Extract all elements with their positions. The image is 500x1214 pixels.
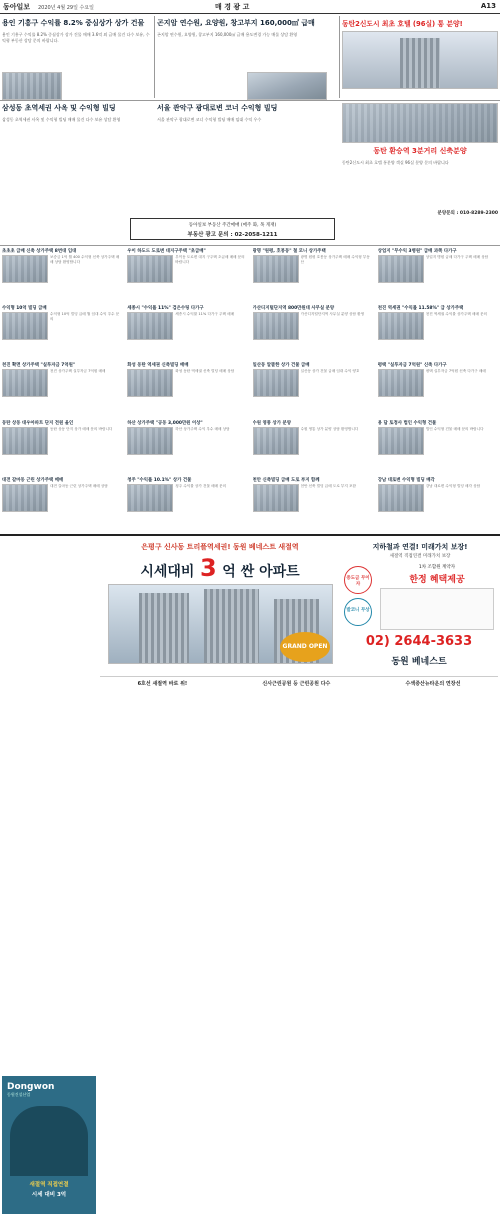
listing-title: 가산디지털단지역 800만원대 사무실 분양: [252, 306, 335, 312]
listing-photo: [378, 427, 424, 455]
listing-cell: [378, 477, 498, 532]
listing-text: 광명 원평 호봉동 상가주택 매매 수익형 부동산: [300, 255, 370, 264]
apartment-ad: [0, 534, 500, 1198]
listing-title: 수익형 10억 빌딩 급매: [2, 306, 47, 312]
listing-title: 용 담 토정사 법인 수익형 건물: [377, 420, 437, 426]
listing-text: 수익형 10억 빌딩 급매 월 임대 수익 우수 문의: [50, 312, 120, 321]
listing-title: 초초초 급매 신축 상가주택 8번대 임대: [2, 249, 77, 254]
banner-line2: 부동산 광고 문의 : 02-2058-1211: [187, 232, 278, 238]
developer-logo: 동원 베네스트: [391, 657, 447, 667]
listing-photo: [253, 255, 299, 283]
listing-cell: [2, 477, 122, 532]
listing-photo: [2, 312, 48, 340]
listing-title: 일산동 알뜰한 상가 건물 급매: [252, 363, 310, 369]
listings-grid: [2, 248, 498, 532]
listing-photo: [127, 255, 173, 283]
ad-title: 서울 관악구 광대로변 코너 수익형 빌딩: [157, 104, 278, 112]
special-benefit: 한정 혜택제공: [409, 575, 465, 585]
footer-1: 6호선 새절역 바로 위!: [137, 681, 188, 687]
listing-cell: [127, 362, 247, 417]
listing-text: 동탄 상동 단지 상가 매매 문의 바랍니다: [50, 426, 113, 431]
listing-cell: [2, 420, 122, 475]
ad-title: 삼성동 초역세권 사옥 및 수익형 빌딩: [2, 104, 116, 112]
listing-text: 보증금 1억 월 400 수익형 신축 상가주택 매매 상담 환영합니다: [50, 255, 120, 264]
listing-photo: [253, 427, 299, 455]
listing-text: 수원 영통 상가 분양 상담 환영합니다: [300, 426, 359, 431]
listing-title: 수원 영통 상가 분양: [252, 420, 292, 426]
listing-photo: [127, 427, 173, 455]
listing-photo: [2, 369, 48, 397]
banner-line1: 동아일보 부동산 주간매매 (매주 화, 목 게재): [188, 223, 277, 228]
top-ad-1: [2, 18, 152, 98]
newspaper-logo: 동아일보: [3, 3, 31, 11]
listing-photo: [2, 255, 48, 283]
listing-title: 천진 역세권 "수익률 11.58%" 급 상가주택: [377, 306, 464, 312]
contact-phone: 02) 2644-3633: [365, 634, 473, 649]
big-pre: 시세대비: [140, 564, 195, 580]
listing-photo: [127, 369, 173, 397]
listing-cell: [253, 248, 373, 303]
listing-photo: [253, 484, 299, 512]
listing-text: 화성 동탄 역세권 신축 빌딩 매매 상담: [175, 369, 235, 374]
mid-ad-1: [2, 103, 152, 218]
listing-title: 강남 대로변 수익형 빌딩 매각: [377, 477, 435, 483]
listing-cell: [378, 248, 498, 303]
listing-text: 강남 대로변 수익형 빌딩 매각 상담: [425, 483, 481, 488]
listing-cell: [2, 305, 122, 360]
mid-ad-2: [157, 103, 337, 218]
footer-3: 수색증산뉴타운의 연장선: [405, 681, 461, 687]
listing-photo: [378, 484, 424, 512]
ad-bignum-line: [100, 554, 340, 582]
listing-cell: [378, 305, 498, 360]
ad-title: 곤지암 연수원, 요양원, 창고부지 160,000㎡ 급매: [157, 19, 315, 27]
issue-date: 2020년 4월 29일 수요일: [38, 5, 95, 11]
listing-title: 화성 동탄 역세권 신축빌딩 매매: [127, 363, 189, 369]
listing-text: 하산 상가주택 수익 우수 매매 상담: [175, 426, 230, 431]
listing-title: 천진 확면 상가주택 "실투자금 7억원": [2, 363, 76, 369]
listing-cell: [378, 420, 498, 475]
listing-text: 천안 신축 빌딩 급매 도로 부지 포함: [300, 483, 356, 488]
ad-text: 삼성동 초역세권 사옥 및 수익형 빌딩 매매 물건 다수 보유 상담 환영: [2, 117, 121, 122]
listing-cell: [253, 420, 373, 475]
grand-open-badge: GRAND OPEN: [280, 632, 330, 662]
ad-text: 서울 관악구 광대로변 코너 수익형 빌딩 매매 임대 수익 우수: [157, 117, 262, 122]
listing-photo: [378, 255, 424, 283]
contact-banner: [130, 218, 335, 240]
listing-title: 평택 "실투자금 7억원" 신축 다가구: [377, 363, 447, 369]
r2: 새절역 직접연결 미래가치 보장: [389, 554, 451, 559]
badge-balcony: 발코니 무상: [344, 598, 372, 626]
listing-text: 평택 실투자금 7억원 신축 다가구 매매: [425, 369, 486, 374]
listing-text: 대전 갈마동 근린 상가주택 매매 상담: [50, 483, 108, 488]
listing-text: 우이동 도로변 대지 구주택 초급매 매매 문의 바랍니다: [175, 255, 245, 264]
left-tag: 새절역 직접연결: [29, 1182, 69, 1188]
left-tag2: 시세 대비 3억: [31, 1192, 67, 1198]
listing-text: 상업지 병원 급매 다가구 주택 매매 상담: [425, 255, 489, 259]
listing-photo: [378, 369, 424, 397]
listing-photo: [127, 484, 173, 512]
ad-text: 동탄2신도시 최초 호텔 통분양 객실 96실 분양 문의 바랍니다: [342, 160, 449, 165]
listing-cell: [127, 248, 247, 303]
listing-text: 가산디지털단지역 사무실 분양 상담 환영: [300, 312, 365, 317]
section-title: 매 경 광 고: [215, 3, 250, 11]
listing-title: 하산 상가주택 "공동 3,000만원 이상": [127, 420, 203, 426]
big-num: 3: [200, 554, 217, 582]
listing-photo: [127, 312, 173, 340]
listing-text: 일산동 상가 건물 급매 임대 수익 양호: [300, 369, 360, 374]
badge-interest-free: 중도금 무이자: [344, 566, 372, 594]
mid-ad-3: [342, 103, 498, 228]
ad-headline: 은평구 신사동 트리플역세권! 동원 베네스트 새절역: [141, 543, 299, 551]
ad-footer: [100, 676, 498, 690]
brand-panel: [2, 1076, 96, 1214]
ad-text: 곤지암 연수원, 요양원, 창고부지 160,000㎡ 급매 용도변경 가능 매물 상담 환영: [157, 32, 298, 37]
listing-photo: [378, 312, 424, 340]
listing-title: 광명 "원평, 호봉동" 철 모니 상가주택: [252, 249, 326, 254]
listing-title: 천안 신축빌딩 급매 도로 부지 함께: [252, 477, 320, 483]
ad-phone: 분양문의 : 010-8289-2300: [437, 211, 498, 216]
listing-photo: [253, 369, 299, 397]
listing-cell: [253, 362, 373, 417]
ad-title: 동탄 환승역 3분거리 신축분양: [373, 147, 467, 155]
listing-cell: [127, 420, 247, 475]
listing-text: 청주 수익률 상가 건물 매매 문의: [175, 483, 227, 488]
listing-cell: [378, 362, 498, 417]
listing-cell: [2, 248, 122, 303]
listing-title: 청주 "수익률 10.1%" 상가 건물: [127, 477, 192, 483]
special-pre: 1차 조합원 계약자: [418, 565, 456, 570]
listing-title: 동탄 상동 대우아파트 단지 전원 올인: [2, 420, 74, 426]
page-number: A13: [480, 2, 496, 10]
page-header: [0, 0, 500, 14]
listing-text: 세종시 수익률 11% 다가구 주택 매매: [175, 312, 235, 317]
listing-photo: [2, 484, 48, 512]
brand-sub: 동원건설산업: [7, 1092, 31, 1097]
listing-cell: [2, 362, 122, 417]
listing-title: 세종시 "수익률 11%" 검은수팅 다가구: [127, 306, 204, 312]
footer-2: 신사근린공원 등 근린공원 다수: [262, 681, 331, 687]
listing-title: 우이 하도드 도로변 대지구주택 "초급매": [127, 249, 206, 254]
listing-cell: [127, 305, 247, 360]
listing-text: 법인 수익형 건물 매매 문의 바랍니다: [425, 426, 484, 431]
listing-cell: [127, 477, 247, 532]
brand-name: Dongwon: [7, 1082, 55, 1092]
listing-cell: [253, 477, 373, 532]
top-ad-3: [342, 18, 498, 98]
benefit-list: [380, 588, 494, 630]
big-post: 억 싼 아파트: [222, 564, 300, 580]
listing-cell: [253, 305, 373, 360]
listing-photo: [253, 312, 299, 340]
listing-title: 상업지 "무수익 3병원" 급매 과쪽 다가구: [377, 249, 457, 254]
ad-title: 동탄2신도시 최초 호텔 (96실) 통 분양!: [342, 20, 463, 28]
r1: 지하철과 연결! 미래가치 보장!: [372, 543, 468, 551]
listing-text: 천진 상가주택 실투자금 7억원 매매: [50, 369, 106, 374]
ad-text: 용인 기흥구 수익률 8.2% 중심상가 상가 건물 매매 3.6억 외 급매 물건 다수 보유, 수익형 부동산 상담 문의 바랍니다.: [2, 32, 150, 43]
listing-photo: [2, 427, 48, 455]
top-ad-2: [157, 18, 337, 98]
listing-text: 천진 역세권 수익률 상가주택 매매 문의: [425, 312, 488, 317]
listing-title: 대전 갈마동 근린 상가주택 매매: [2, 477, 64, 483]
ad-title: 용인 기흥구 수익률 8.2% 중심상가 상가 건물: [2, 19, 145, 27]
